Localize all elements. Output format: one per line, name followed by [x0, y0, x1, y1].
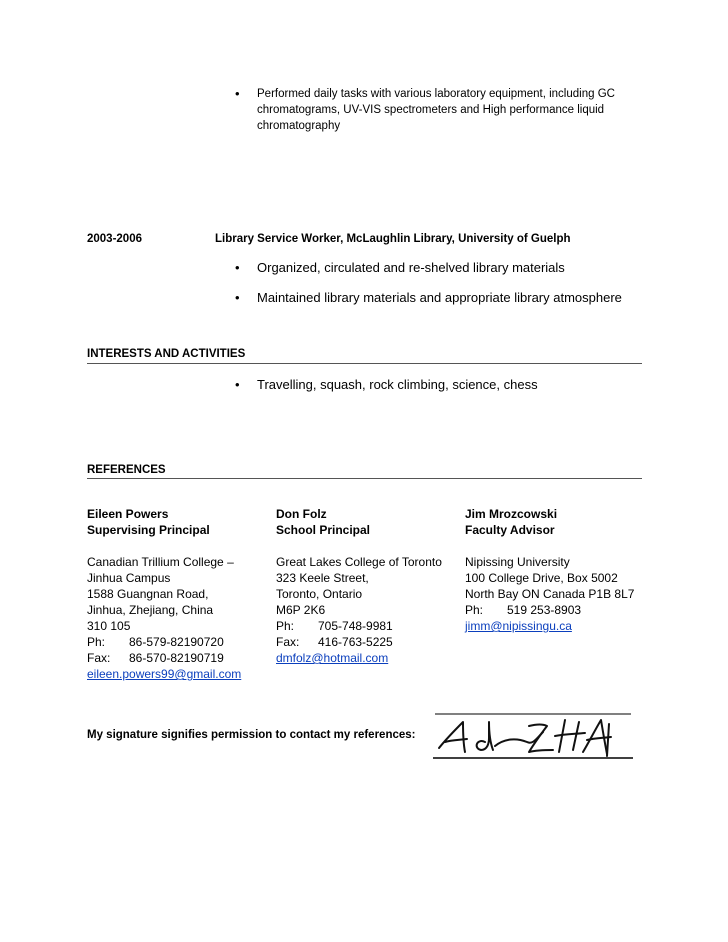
reference-card — [87, 506, 267, 682]
reference-role: Supervising Principal — [87, 523, 210, 537]
signature-statement: My signature signifies permission to contact my references: — [87, 729, 416, 741]
signature-drawing — [433, 712, 633, 764]
reference-name: Eileen Powers — [87, 507, 169, 521]
reference-email-link[interactable]: jimm@nipissingu.ca — [465, 619, 572, 633]
bullet-icon: • — [235, 377, 240, 392]
reference-email-link[interactable]: eileen.powers99@gmail.com — [87, 667, 242, 681]
section-heading-references: REFERENCES — [87, 464, 166, 476]
bullet-icon: • — [235, 86, 240, 101]
reference-address-line: Jinhua Campus — [87, 571, 171, 585]
reference-phone: Ph: 519 253-8903 — [465, 603, 582, 617]
reference-address-line: 1588 Guangnan Road, — [87, 587, 209, 601]
section-divider — [87, 478, 642, 479]
job-bullet: Organized, circulated and re-shelved library materials — [257, 260, 565, 275]
reference-address-line: Nipissing University — [465, 555, 570, 569]
section-heading-interests: INTERESTS AND ACTIVITIES — [87, 348, 246, 360]
reference-fax: Fax: 86-570-82190719 — [87, 651, 224, 665]
reference-address-line: Jinhua, Zhejiang, China — [87, 603, 214, 617]
reference-address-line: M6P 2K6 — [276, 603, 326, 617]
reference-address-line: Great Lakes College of Toronto — [276, 555, 442, 569]
reference-address-line: 100 College Drive, Box 5002 — [465, 571, 618, 585]
lab-bullet-line: chromatography — [257, 120, 341, 132]
reference-card — [276, 506, 456, 666]
reference-email-link[interactable]: dmfolz@hotmail.com — [276, 651, 389, 665]
reference-phone: Ph: 86-579-82190720 — [87, 635, 224, 649]
interests-item: Travelling, squash, rock climbing, science, chess — [257, 377, 538, 392]
reference-address-line: North Bay ON Canada P1B 8L7 — [465, 587, 635, 601]
bullet-icon: • — [235, 290, 240, 305]
reference-role: Faculty Advisor — [465, 523, 555, 537]
reference-address-line: Toronto, Ontario — [276, 587, 363, 601]
section-divider — [87, 363, 642, 364]
reference-name: Don Folz — [276, 507, 327, 521]
reference-card — [465, 506, 650, 634]
reference-address-line: 310 105 — [87, 619, 131, 633]
reference-role: School Principal — [276, 523, 371, 537]
reference-address-line: Canadian Trillium College – — [87, 555, 234, 569]
job-bullet: Maintained library materials and appropriate library atmosphere — [257, 290, 622, 305]
job-dates: 2003-2006 — [87, 233, 142, 245]
reference-phone: Ph: 705-748-9981 — [276, 619, 393, 633]
bullet-icon: • — [235, 260, 240, 275]
signature-image — [433, 712, 633, 764]
lab-bullet-text — [257, 86, 657, 134]
reference-address-line: 323 Keele Street, — [276, 571, 369, 585]
reference-fax: Fax: 416-763-5225 — [276, 635, 393, 649]
lab-bullet-line: Performed daily tasks with various laboratory equipment, including GC — [257, 88, 615, 100]
reference-name: Jim Mrozcowski — [465, 507, 558, 521]
job-title: Library Service Worker, McLaughlin Library, University of Guelph — [215, 233, 571, 245]
lab-bullet-line: chromatograms, UV-VIS spectrometers and High performance liquid — [257, 104, 605, 116]
